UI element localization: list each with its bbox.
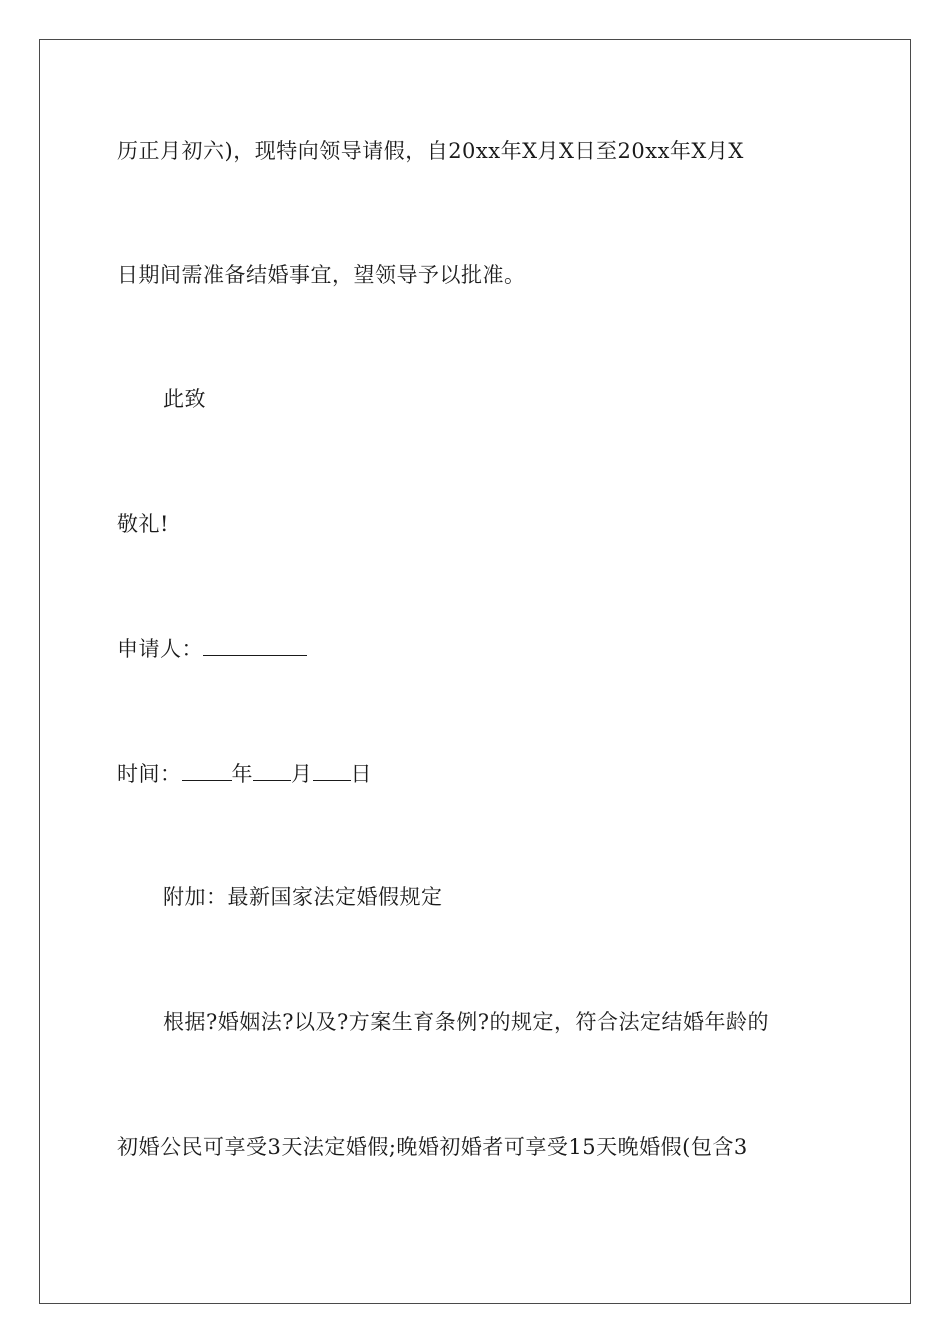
year-blank	[182, 760, 232, 781]
salutation-jingli: 敬礼!	[117, 512, 169, 536]
date-line	[117, 760, 372, 787]
date-label: 时间：	[117, 762, 182, 786]
applicant-line	[117, 635, 307, 662]
page-border	[39, 39, 911, 1304]
appendix-heading: 附加：最新国家法定婚假规定	[163, 885, 443, 909]
body-line-1: 历正月初六)，现特向领导请假，自20xx年X月X日至20xx年X月X	[117, 139, 744, 163]
applicant-blank	[203, 635, 307, 656]
body-line-9: 初婚公民可享受3天法定婚假;晚婚初婚者可享受15天晚婚假(包含3	[117, 1135, 748, 1159]
body-line-8: 根据?婚姻法?以及?方案生育条例?的规定，符合法定结婚年龄的	[163, 1010, 770, 1034]
year-char: 年	[231, 762, 253, 786]
month-blank	[253, 760, 291, 781]
salutation-cizhi: 此致	[163, 387, 206, 411]
applicant-label: 申请人：	[117, 637, 203, 661]
day-char: 日	[350, 762, 372, 786]
body-line-2: 日期间需准备结婚事宜，望领导予以批准。	[117, 263, 526, 287]
month-char: 月	[291, 762, 313, 786]
day-blank	[313, 760, 351, 781]
